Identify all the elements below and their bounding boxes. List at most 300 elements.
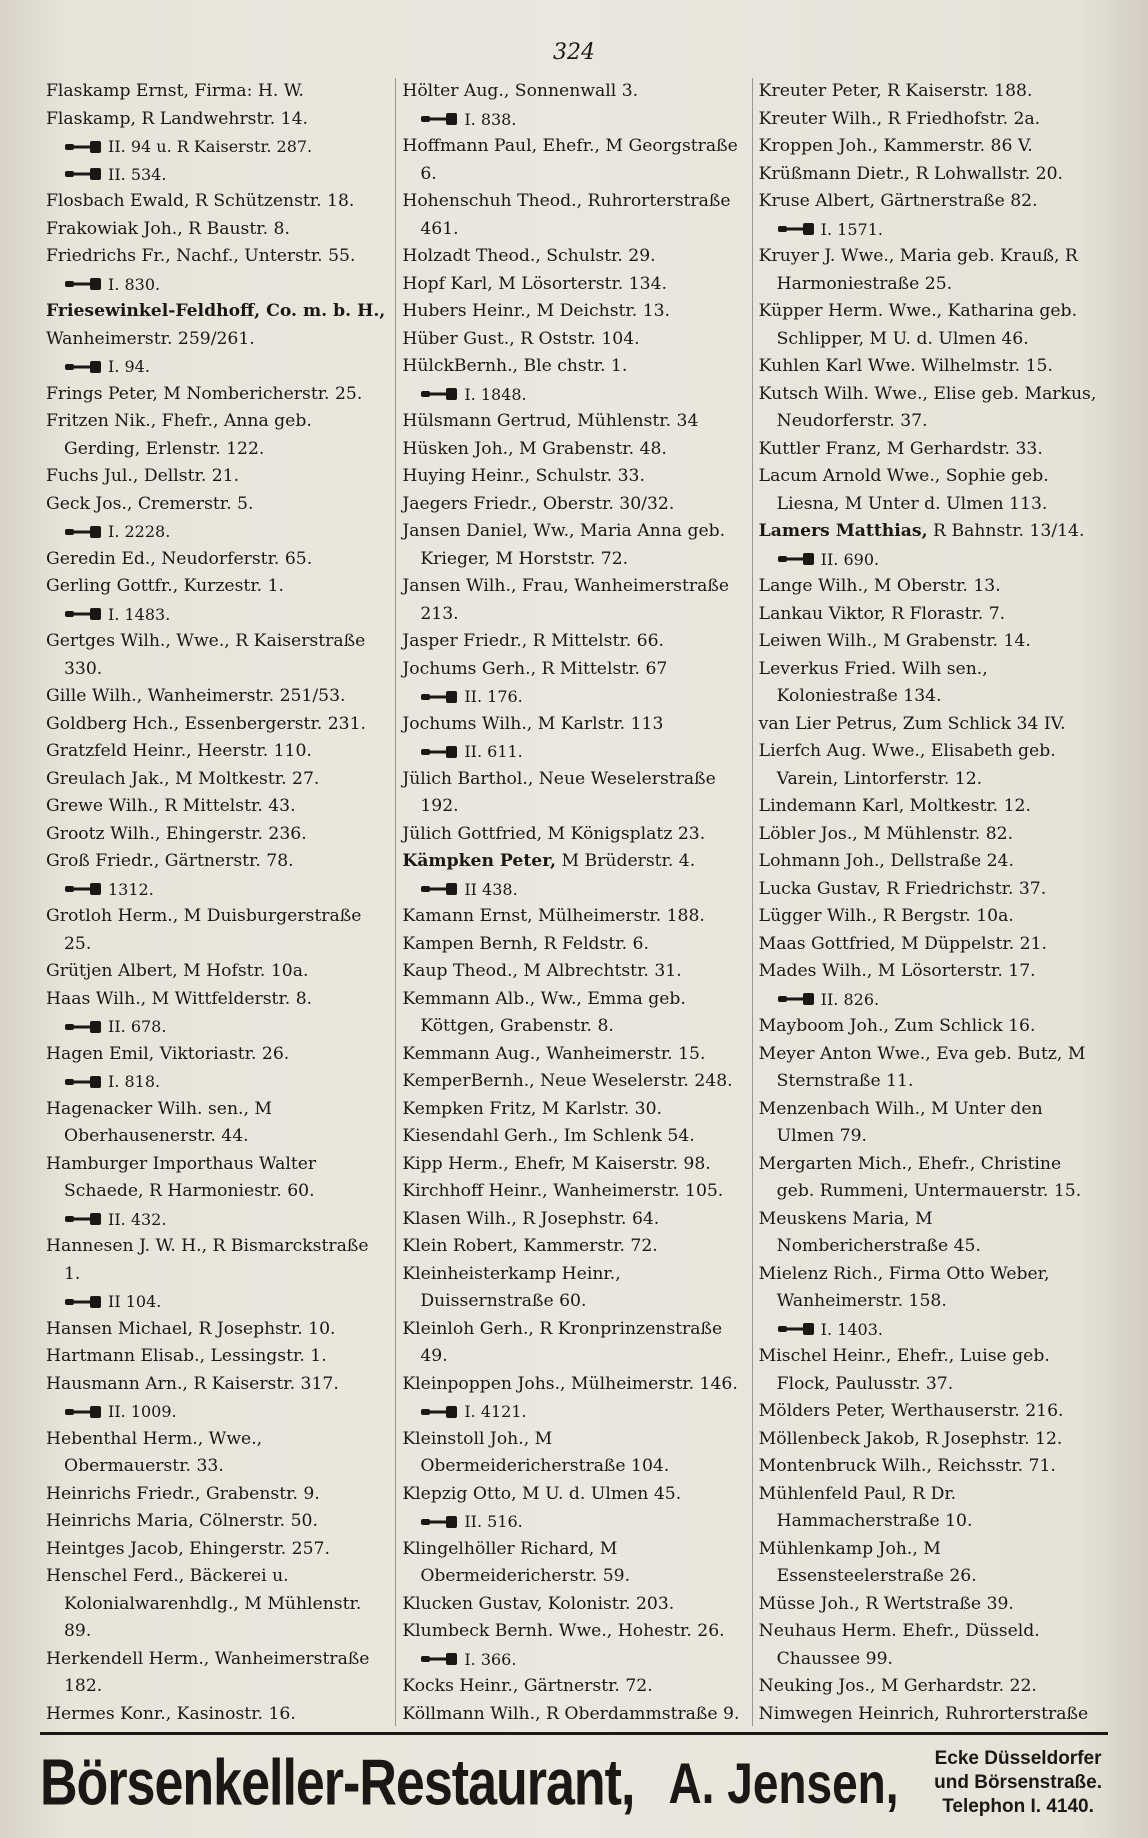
entry-text: Jansen Daniel, Ww., Maria Anna geb. Krieger, M Horststr. 72. [402,521,726,569]
column-3 [752,78,1108,1726]
entry-text: Grotloh Herm., M Duisburgerstraße 25. [46,906,362,954]
directory-entry [46,1096,389,1151]
entry-text: Mades Wilh., M Lösorterstr. 17. [758,961,1036,981]
directory-entry [759,848,1102,876]
directory-entry [46,106,389,134]
directory-entry [46,766,389,794]
entry-text: Kleinpoppen Johs., Mülheimerstr. 146. [402,1373,738,1394]
entry-text: Kipp Herm., Ehefr, M Kaiserstr. 98. [402,1153,711,1174]
directory-entry [759,1041,1102,1096]
entry-text: Mayboom Joh., Zum Schlick 16. [758,1016,1036,1036]
directory-entry [46,903,389,958]
directory-entry [402,491,745,519]
entry-text: Meuskens Maria, M Nombericherstraße 45. [758,1208,981,1256]
entry-text: Groß Friedr., Gärtnerstr. 78. [46,851,294,871]
telephone-icon [420,112,458,126]
directory-entry [46,1426,389,1481]
directory-entry [402,243,745,271]
entry-text: Mühlenfeld Paul, R Dr. Hammacherstraße 10. [758,1483,973,1531]
directory-entry [402,656,745,684]
directory-entry [402,1123,745,1151]
directory-entry [402,958,745,986]
directory-entry [46,1536,389,1564]
directory-entry [402,1206,745,1234]
directory-entry [402,1151,745,1179]
directory-entry [402,573,745,628]
entry-text: Kampen Bernh, R Feldstr. 6. [402,933,649,954]
telephone-icon [64,1075,102,1089]
telephone-number: II. 516. [464,1512,523,1531]
entry-text: Jochums Wilh., M Karlstr. 113 [402,713,664,734]
column-1 [40,78,395,1726]
directory-entry [402,1261,745,1316]
directory-entry [759,1591,1102,1619]
directory-entry [46,958,389,986]
telephone-number: I. 1483. [108,604,171,624]
directory-entry [402,463,745,491]
telephone-icon [64,607,102,621]
directory-entry [46,821,389,849]
directory-entry [759,1481,1102,1536]
directory-entry [759,601,1102,629]
telephone-line [402,1398,745,1426]
telephone-icon [64,140,102,154]
entry-text: Fuchs Jul., Dellstr. 21. [46,466,240,486]
directory-entry [402,353,745,381]
telephone-icon [64,1212,102,1226]
telephone-line [46,353,389,381]
directory-entry [402,986,745,1041]
telephone-line [402,738,745,766]
entry-text: Lacum Arnold Wwe., Sophie geb. Liesna, M Unter d. Ulmen 113. [758,466,1049,514]
directory-entry [402,848,745,876]
entry-text: Jülich Barthol., Neue Weselerstraße 192. [402,768,716,816]
entry-text: Hüsken Joh., M Grabenstr. 48. [402,438,667,459]
telephone-icon [64,360,102,374]
telephone-number: II. 432. [108,1209,167,1229]
directory-entry [46,573,389,601]
entry-text: Kreuter Wilh., R Friedhofstr. 2a. [758,108,1041,129]
telephone-number: I. 2228. [108,522,171,541]
telephone-line [759,1316,1102,1344]
telephone-number: II. 826. [820,989,880,1009]
entry-text: Heinrichs Maria, Cölnerstr. 50. [46,1511,318,1531]
directory-entry [759,876,1102,904]
telephone-line [46,876,389,904]
entry-text: Löbler Jos., M Mühlenstr. 82. [758,823,1014,844]
telephone-icon [777,1322,815,1336]
telephone-line [46,271,389,299]
entry-text: Mielenz Rich., Firma Otto Weber, Wanheimerstr. 158. [758,1263,1050,1311]
directory-entry [402,1673,745,1701]
entry-text: Hohenschuh Theod., Ruhrorterstraße 461. [402,191,731,239]
directory-entry [46,683,389,711]
entry-text: Grütjen Albert, M Hofstr. 10a. [46,961,309,981]
entry-text: Hebenthal Herm., Wwe., Obermauerstr. 33. [46,1428,263,1476]
advertisement-address-line2: und Börsenstraße. [934,1772,1102,1793]
directory-entry [46,1481,389,1509]
entry-text: Kreuter Peter, R Kaiserstr. 188. [758,81,1033,101]
directory-entry [402,903,745,931]
directory-entry [759,903,1102,931]
telephone-number: II. 94 u. R Kaiserstr. 287. [108,137,313,156]
directory-entry [46,711,389,739]
directory-entry [46,1646,389,1701]
directory-entry [759,161,1102,189]
telephone-number: I. 838. [464,109,517,129]
entry-text: Menzenbach Wilh., M Unter den Ulmen 79. [758,1098,1043,1146]
directory-entry [759,106,1102,134]
entry-text: KemperBernh., Neue Weselerstr. 248. [402,1071,733,1091]
entry-text: Kuttler Franz, M Gerhardstr. 33. [758,438,1043,459]
entry-text: Grootz Wilh., Ehingerstr. 236. [46,823,307,844]
entry-text: Heinrichs Friedr., Grabenstr. 9. [46,1483,320,1504]
telephone-line [402,683,745,711]
entry-text: Lankau Viktor, R Florastr. 7. [758,603,1006,624]
entry-text: Hoffmann Paul, Ehefr., M Georgstraße 6. [402,136,738,184]
telephone-line [402,106,745,134]
entry-text: Jochums Gerh., R Mittelstr. 67 [402,658,668,679]
entry-text: Lindemann Karl, Moltkestr. 12. [758,796,1031,816]
telephone-icon [64,277,102,291]
entry-text: Leiwen Wilh., M Grabenstr. 14. [758,631,1031,651]
directory-entry [759,1673,1102,1701]
telephone-line [46,1206,389,1234]
entry-text: Kaup Theod., M Albrechtstr. 31. [402,961,682,981]
directory-entry [402,1316,745,1371]
entry-text: Hagenacker Wilh. sen., M Oberhausenerstr. 44. [46,1098,273,1146]
directory-entry [46,1316,389,1344]
telephone-number: II. 678. [108,1017,167,1036]
directory-entry [759,1453,1102,1481]
entry-text: Hubers Heinr., M Deichstr. 13. [402,301,671,321]
directory-entry [402,931,745,959]
directory-entry [759,436,1102,464]
entry-text: Fritzen Nik., Fhefr., Anna geb. Gerding, Erlenstr. 122. [46,411,312,459]
entry-text: Heintges Jacob, Ehingerstr. 257. [46,1538,330,1559]
entry-text: Meyer Anton Wwe., Eva geb. Butz, M Sternstraße 11. [758,1043,1086,1091]
directory-entry [402,1536,745,1591]
entry-text: Klucken Gustav, Kolonistr. 203. [402,1593,675,1614]
directory-entry [759,1398,1102,1426]
telephone-number: II. 176. [464,687,523,706]
directory-entry [46,986,389,1014]
directory-entry [46,793,389,821]
entry-text: Jaegers Friedr., Oberstr. 30/32. [402,493,675,514]
telephone-number: II. 690. [820,549,880,569]
entry-text: Klasen Wilh., R Josephstr. 64. [402,1208,660,1229]
entry-text: Goldberg Hch., Essenbergerstr. 231. [46,713,366,734]
directory-entry [759,793,1102,821]
directory-entry [402,271,745,299]
entry-text: Mölders Peter, Werthauserstr. 216. [758,1401,1064,1421]
directory-entry [46,1508,389,1536]
entry-text: Henschel Ferd., Bäckerei u. Kolonialwarenhdlg., M Mühlenstr. 89. [46,1566,362,1641]
directory-entry [759,1261,1102,1316]
entry-text: Kleinstoll Joh., M Obermeidericherstraße 104. [402,1428,670,1476]
directory-entry [759,1343,1102,1398]
telephone-line [402,876,745,904]
entry-text: Lucka Gustav, R Friedrichstr. 37. [758,878,1047,899]
entry-text: Friesewinkel-Feldhoff, Co. m. b. H., [46,301,386,321]
directory-entry [759,1206,1102,1261]
entry-text: Jasper Friedr., R Mittelstr. 66. [402,631,664,651]
directory-entry [46,1041,389,1069]
directory-entry [46,628,389,683]
directory-entry [46,1233,389,1288]
entry-text: Klein Robert, Kammerstr. 72. [402,1236,658,1256]
directory-entry [402,1701,745,1727]
entry-bold-name: Kämpken Peter, [402,851,556,871]
advertisement-name: Börsenkeller-Restaurant, [40,1746,635,1820]
directory-entry [46,738,389,766]
entry-text: Kleinloh Gerh., R Kronprinzenstraße 49. [402,1318,723,1366]
advertisement-telephone: Telephon I. 4140. [942,1796,1094,1817]
entry-text: Kocks Heinr., Gärtnerstr. 72. [402,1676,653,1696]
directory-entry [46,381,389,409]
directory-entry [402,518,745,573]
entry-text: Mischel Heinr., Ehefr., Luise geb. Flock, Paulusstr. 37. [758,1346,1050,1394]
telephone-line [46,133,389,161]
entry-text: Hagen Emil, Viktoriastr. 26. [46,1043,290,1064]
directory-entry [46,1701,389,1727]
directory-entry [402,1371,745,1399]
directory-entry [759,243,1102,298]
entry-text: Kuhlen Karl Wwe. Wilhelmstr. 15. [758,356,1053,376]
telephone-line [46,161,389,189]
telephone-line [759,216,1102,244]
directory-entry [759,78,1102,106]
telephone-icon [777,222,815,236]
directory-entry [402,766,745,821]
entry-text: HülckBernh., Ble chstr. 1. [402,356,628,376]
directory-entry [759,821,1102,849]
telephone-number: I. 366. [464,1649,517,1669]
directory-entry [759,958,1102,986]
entry-text: Jansen Wilh., Frau, Wanheimerstraße 213. [402,576,730,624]
telephone-icon [777,552,815,566]
directory-entry [759,1618,1102,1673]
telephone-line [402,1646,745,1674]
telephone-line [759,986,1102,1014]
page-number: 324 [553,40,595,65]
telephone-icon [420,1405,458,1419]
telephone-line [46,1398,389,1426]
directory-entry [402,133,745,188]
entry-text: Grewe Wilh., R Mittelstr. 43. [46,796,296,816]
entry-text: Kroppen Joh., Kammerstr. 86 V. [758,136,1033,156]
telephone-icon [420,387,458,401]
advertisement-banner [40,1732,1108,1831]
directory-entry [402,1426,745,1481]
entry-text: Geck Jos., Cremerstr. 5. [46,493,254,514]
directory-entry [46,1371,389,1399]
directory-entry [402,1041,745,1069]
directory-entry [46,546,389,574]
entry-text: Hartmann Elisab., Lessingstr. 1. [46,1346,327,1366]
entry-text: Hausmann Arn., R Kaiserstr. 317. [46,1373,339,1394]
telephone-icon [420,882,458,896]
telephone-icon [64,1405,102,1419]
advertisement-owner: A. Jensen, [668,1750,899,1816]
entry-text-rest: M Brüderstr. 4. [556,851,696,871]
entry-text: Klumbeck Bernh. Wwe., Hohestr. 26. [402,1621,725,1641]
entry-text: Flaskamp, R Landwehrstr. 14. [46,108,308,129]
entry-text: Montenbruck Wilh., Reichsstr. 71. [758,1456,1056,1476]
entry-text: Hopf Karl, M Lösorterstr. 134. [402,273,667,294]
entry-text: Gille Wilh., Wanheimerstr. 251/53. [46,686,346,706]
directory-entry [402,711,745,739]
telephone-line [46,518,389,546]
telephone-icon [777,992,815,1006]
telephone-icon [420,1515,458,1529]
directory-columns [40,78,1108,1726]
telephone-icon [420,745,458,759]
entry-text: Greulach Jak., M Moltkestr. 27. [46,768,320,789]
entry-text: Hülsmann Gertrud, Mühlenstr. 34 [402,411,699,431]
directory-entry [759,1096,1102,1151]
entry-text-rest: R Bahnstr. 13/14. [927,521,1085,541]
column-2 [395,78,751,1726]
directory-entry [402,1618,745,1646]
entry-text: Lohmann Joh., Dellstraße 24. [758,851,1014,871]
telephone-number: II 104. [108,1292,162,1311]
entry-bold-name: Lamers Matthias, [758,521,928,541]
telephone-number: 1312. [108,879,154,899]
telephone-icon [64,882,102,896]
entry-text: Hermes Konr., Kasinostr. 16. [46,1703,296,1724]
directory-entry [46,326,389,354]
entry-text: Hannesen J. W. H., R Bismarckstraße 1. [46,1236,369,1284]
telephone-line [46,1288,389,1316]
directory-entry [46,1563,389,1646]
entry-text: Leverkus Fried. Wilh sen., Koloniestraße 134. [758,658,988,706]
directory-entry [402,1233,745,1261]
directory-entry [402,408,745,436]
directory-entry [402,1096,745,1124]
entry-text: Gratzfeld Heinr., Heerstr. 110. [46,741,312,761]
directory-entry [759,656,1102,711]
advertisement-address [934,1747,1108,1819]
entry-text: Krüßmann Dietr., R Lohwallstr. 20. [758,163,1063,184]
entry-text: Huying Heinr., Schulstr. 33. [402,466,645,486]
directory-entry [759,738,1102,793]
telephone-icon [420,690,458,704]
directory-entry [402,1591,745,1619]
entry-text: Hamburger Importhaus Walter Schaede, R Harmoniestr. 60. [46,1153,317,1201]
directory-entry [402,78,745,106]
directory-entry [759,1426,1102,1454]
telephone-line [46,1013,389,1041]
telephone-number: II. 534. [108,164,167,184]
entry-text: Haas Wilh., M Wittfelderstr. 8. [46,988,313,1009]
directory-entry [46,1343,389,1371]
directory-entry [402,1481,745,1509]
entry-text: Mühlenkamp Joh., M Essensteelerstraße 26. [758,1538,977,1586]
entry-text: Maas Gottfried, M Düppelstr. 21. [758,933,1047,954]
telephone-number: I. 818. [108,1072,161,1091]
entry-text: Hölter Aug., Sonnenwall 3. [402,81,639,101]
telephone-number: I. 1571. [820,219,883,239]
entry-text: Gerling Gottfr., Kurzestr. 1. [46,576,284,596]
directory-entry [46,491,389,519]
entry-text: Kamann Ernst, Mülheimerstr. 188. [402,906,705,926]
directory-entry [759,518,1102,546]
entry-text: Friedrichs Fr., Nachf., Unterstr. 55. [46,246,356,266]
entry-text: Kemmann Alb., Ww., Emma geb. Köttgen, Grabenstr. 8. [402,988,686,1036]
directory-entry [402,1178,745,1206]
directory-entry [46,188,389,216]
entry-text: Frakowiak Joh., R Baustr. 8. [46,218,290,239]
entry-text: Kutsch Wilh. Wwe., Elise geb. Markus, Neudorferstr. 37. [758,383,1097,431]
entry-text: Mergarten Mich., Ehefr., Christine geb. Rummeni, Untermauerstr. 15. [758,1153,1082,1201]
entry-text: Kempken Fritz, M Karlstr. 30. [402,1098,663,1119]
entry-text: Kruse Albert, Gärtnerstraße 82. [758,191,1038,211]
entry-text: Lügger Wilh., R Bergstr. 10a. [758,906,1014,926]
directory-entry [759,381,1102,436]
telephone-icon [64,525,102,539]
entry-text: Möllenbeck Jakob, R Josephstr. 12. [758,1428,1063,1449]
entry-text: Geredin Ed., Neudorferstr. 65. [46,548,313,569]
entry-text: Kiesendahl Gerh., Im Schlenk 54. [402,1126,695,1146]
directory-entry [759,573,1102,601]
directory-entry [759,931,1102,959]
directory-entry [46,408,389,463]
entry-text: Flosbach Ewald, R Schützenstr. 18. [46,191,355,211]
directory-entry [402,1068,745,1096]
entry-text: Wanheimerstr. 259/261. [46,328,255,349]
entry-text: Flaskamp Ernst, Firma: H. W. [46,81,304,101]
directory-entry [759,1151,1102,1206]
entry-text: Köllmann Wilh., R Oberdammstraße 9. [402,1703,740,1724]
entry-text: Holzadt Theod., Schulstr. 29. [402,246,656,266]
telephone-line [46,601,389,629]
entry-text: Kruyer J. Wwe., Maria geb. Krauß, R Harmoniestraße 25. [758,246,1078,294]
telephone-number: I. 1403. [820,1319,883,1339]
telephone-number: II. 611. [464,742,523,761]
directory-entry [402,188,745,243]
directory-entry [46,463,389,491]
entry-text: Lange Wilh., M Oberstr. 13. [758,576,1001,596]
directory-entry [46,216,389,244]
advertisement-address-line1: Ecke Düsseldorfer [934,1748,1102,1769]
directory-entry [759,353,1102,381]
entry-text: Kleinheisterkamp Heinr., Duissernstraße 60. [402,1263,621,1311]
telephone-icon [64,167,102,181]
directory-entry [759,298,1102,353]
entry-text: Müsse Joh., R Wertstraße 39. [758,1593,1014,1614]
entry-text: Neuking Jos., M Gerhardstr. 22. [758,1676,1037,1696]
directory-entry [46,78,389,106]
directory-entry [759,1701,1102,1727]
telephone-icon [64,1295,102,1309]
directory-entry [46,298,389,326]
directory-entry [402,821,745,849]
directory-entry [46,1151,389,1206]
telephone-number: I. 1848. [464,384,527,404]
directory-entry [759,711,1102,739]
telephone-icon [64,1020,102,1034]
entry-text: Herkendell Herm., Wanheimerstraße 182. [46,1648,370,1696]
telephone-number: II 438. [464,879,518,899]
directory-entry [759,1536,1102,1591]
directory-entry [46,243,389,271]
telephone-number: I. 4121. [464,1402,527,1421]
telephone-line [46,1068,389,1096]
telephone-number: I. 94. [108,357,150,376]
entry-text: Hüber Gust., R Oststr. 104. [402,328,640,349]
directory-entry [759,463,1102,518]
